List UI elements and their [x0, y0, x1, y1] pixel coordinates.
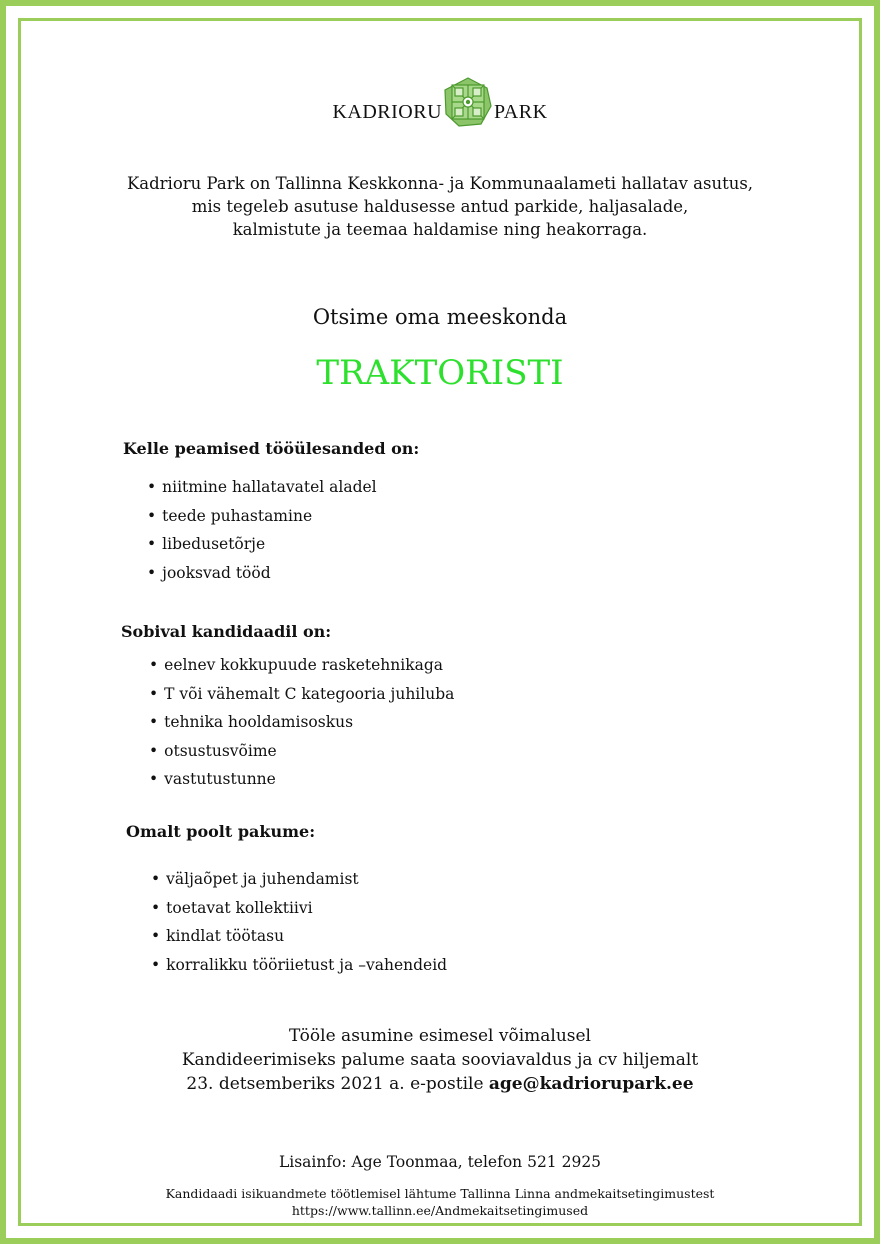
intro-line: mis tegeleb asutuse haldusesse antud parkide, haljasalade,	[191, 197, 689, 216]
list-item: • korralikku tööriietust ja –vahendeid	[151, 951, 447, 980]
list-item: • eelnev kokkupuude rasketehnikaga	[149, 651, 454, 680]
offers-title: Omalt poolt pakume:	[126, 822, 316, 841]
intro-paragraph	[0, 172, 880, 241]
job-title: TRAKTORISTI	[316, 353, 564, 393]
closing-line: Tööle asumine esimesel võimalusel	[289, 1026, 591, 1046]
duties-list	[147, 473, 377, 587]
brand-name-left: KADRIORU	[332, 100, 443, 123]
offers-list	[151, 865, 447, 979]
brand-logo	[0, 74, 880, 130]
closing-line: Kandideerimiseks palume saata sooviavaldus ja cv hiljemalt	[181, 1050, 699, 1070]
list-item: • vastutustunne	[149, 765, 454, 794]
brand-name-right: PARK	[494, 100, 548, 123]
privacy-text: Kandidaadi isikuandmete töötlemisel lähtume Tallinna Linna andmekaitsetingimustest	[165, 1186, 715, 1201]
seeking-heading: Otsime oma meeskonda	[312, 305, 568, 329]
requirements-title: Sobival kandidaadil on:	[121, 622, 332, 641]
deadline-text: 23. detsemberiks 2021 a. e-postile	[186, 1074, 484, 1094]
list-item: • libedusetõrje	[147, 530, 377, 559]
privacy-note	[0, 1185, 880, 1219]
intro-line: kalmistute ja teemaa haldamise ning heakorraga.	[232, 220, 648, 239]
closing-line	[0, 1072, 880, 1096]
list-item: • teede puhastamine	[147, 502, 377, 531]
list-item: • otsustusvõime	[149, 737, 454, 766]
list-item: • kindlat töötasu	[151, 922, 447, 951]
list-item: • toetavat kollektiivi	[151, 894, 447, 923]
list-item: • T või vähemalt C kategooria juhiluba	[149, 680, 454, 709]
email-link[interactable]: age@kadriorupark.ee	[488, 1074, 694, 1094]
requirements-list	[149, 651, 454, 794]
list-item: • väljaõpet ja juhendamist	[151, 865, 447, 894]
closing-paragraph	[0, 1024, 880, 1096]
list-item: • jooksvad tööd	[147, 559, 377, 588]
list-item: • tehnika hooldamisoskus	[149, 708, 454, 737]
intro-line: Kadrioru Park on Tallinna Keskkonna- ja Kommunaalameti hallatav asutus,	[126, 174, 754, 193]
kadrioru-park-garden-icon	[443, 76, 493, 128]
list-item: • niitmine hallatavatel aladel	[147, 473, 377, 502]
privacy-url-link[interactable]: https://www.tallinn.ee/Andmekaitsetingimused	[291, 1203, 589, 1218]
contact-info: Lisainfo: Age Toonmaa, telefon 521 2925	[278, 1153, 602, 1171]
duties-title: Kelle peamised tööülesanded on:	[123, 439, 420, 458]
